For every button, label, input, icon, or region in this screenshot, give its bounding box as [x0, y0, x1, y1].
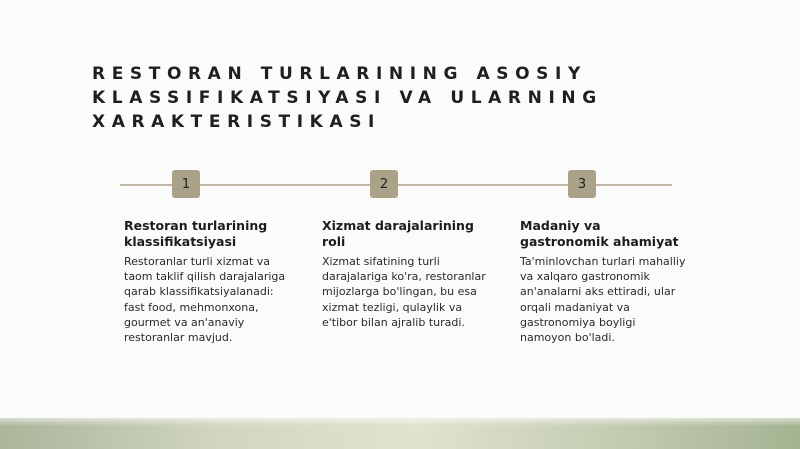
bottom-band-fade: [0, 418, 800, 426]
step-body-2: Xizmat sifatining turli darajalariga ko'ra, restoranlar mijozlarga bo'lingan, bu esa xizmat tezligi, qulaylik va e'tibor bilan ajralib turadi.: [322, 255, 486, 329]
step-badge-1: 1: [172, 170, 200, 198]
step-body-3: Ta'minlovchan turlari mahalliy va xalqaro gastronomik an'analarni aks ettiradi, ular orqali madaniyat va gastronomiya boyligi namoyon bo'ladi.: [520, 255, 686, 345]
step-column-2: [322, 218, 490, 330]
decorative-bottom-band: [0, 418, 800, 449]
step-heading-1: Restoran turlarining klassifikatsiyasi: [124, 218, 268, 249]
step-heading-2: Xizmat darajalarining roli: [322, 218, 474, 249]
step-heading-3: Madaniy va gastronomik ahamiyat: [520, 218, 679, 249]
slide-title: RESTORAN TURLARINING ASOSIY KLASSIFIKATSIYASI VA ULARNING XARAKTERISTIKASI: [92, 64, 603, 132]
step-badge-3: 3: [568, 170, 596, 198]
step-badge-2: 2: [370, 170, 398, 198]
step-column-1: [124, 218, 292, 345]
step-body-1: Restoranlar turli xizmat va taom taklif qilish darajalariga qarab klassifikatsiyalanadi: fast food, mehmonxona, gourmet va an'anaviy restoranlar mavjud.: [124, 255, 286, 345]
step-column-3: [520, 218, 688, 345]
